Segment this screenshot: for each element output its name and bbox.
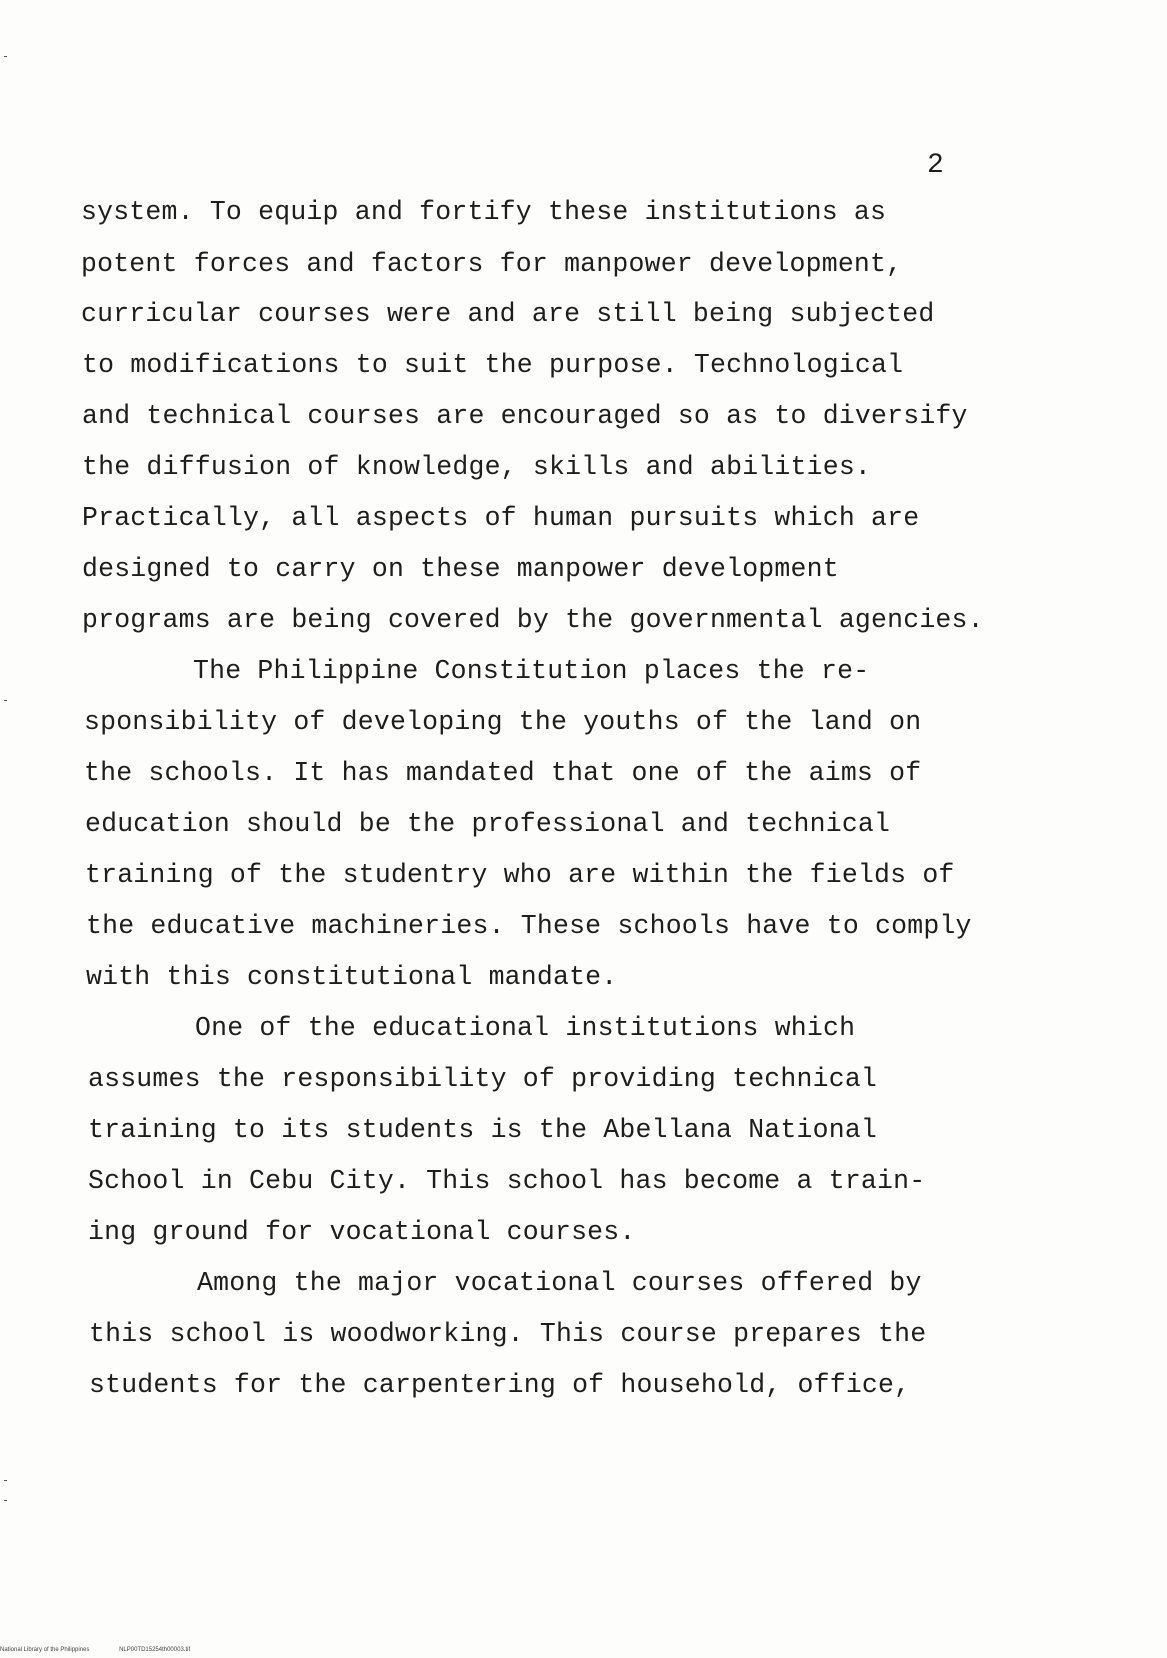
text-line: the educative machineries. These schools have to comply <box>86 911 972 941</box>
text-line: potent forces and factors for manpower development, <box>81 249 903 279</box>
text-line: the diffusion of knowledge, skills and abilities. <box>82 452 872 482</box>
text-line: training of the studentry who are within the fields of <box>85 860 955 890</box>
page-number: 2 <box>927 150 944 181</box>
text-line: education should be the professional and technical <box>85 809 891 839</box>
scan-mark <box>4 1500 7 1501</box>
text-line: designed to carry on these manpower development <box>82 554 839 584</box>
text-line: programs are being covered by the governmental agencies. <box>82 605 984 635</box>
scan-mark <box>4 700 7 701</box>
text-line: School in Cebu City. This school has become a train- <box>88 1166 926 1196</box>
text-line: to modifications to suit the purpose. Technological <box>82 350 904 380</box>
text-line: the schools. It has mandated that one of the aims of <box>84 758 922 788</box>
scan-footer <box>0 1647 218 1653</box>
text-line: sponsibility of developing the youths of the land on <box>84 707 922 737</box>
text-line: with this constitutional mandate. <box>86 962 618 992</box>
text-line: this school is woodworking. This course prepares the <box>89 1319 927 1349</box>
text-line: curricular courses were and are still being subjected <box>81 299 935 329</box>
scan-mark <box>4 56 7 57</box>
text-line: ing ground for vocational courses. <box>88 1217 636 1247</box>
footer-library: National Library of the Philippines <box>0 1647 90 1653</box>
text-line: training to its students is the Abellana National <box>88 1115 878 1145</box>
text-line: assumes the responsibility of providing technical <box>88 1064 878 1094</box>
text-line: Practically, all aspects of human pursuits which are <box>82 503 920 533</box>
scan-mark <box>4 1480 7 1481</box>
paragraph-first-line: The Philippine Constitution places the re- <box>193 656 870 686</box>
text-line: system. To equip and fortify these institutions as <box>81 197 887 227</box>
paragraph-first-line: Among the major vocational courses offered by <box>197 1268 922 1298</box>
paragraph-first-line: One of the educational institutions which <box>195 1013 856 1043</box>
footer-file-id: NLP00TD15254th00003.tif <box>119 1647 191 1653</box>
text-line: students for the carpentering of household, office, <box>89 1370 911 1400</box>
text-line: and technical courses are encouraged so as to diversify <box>82 401 968 431</box>
